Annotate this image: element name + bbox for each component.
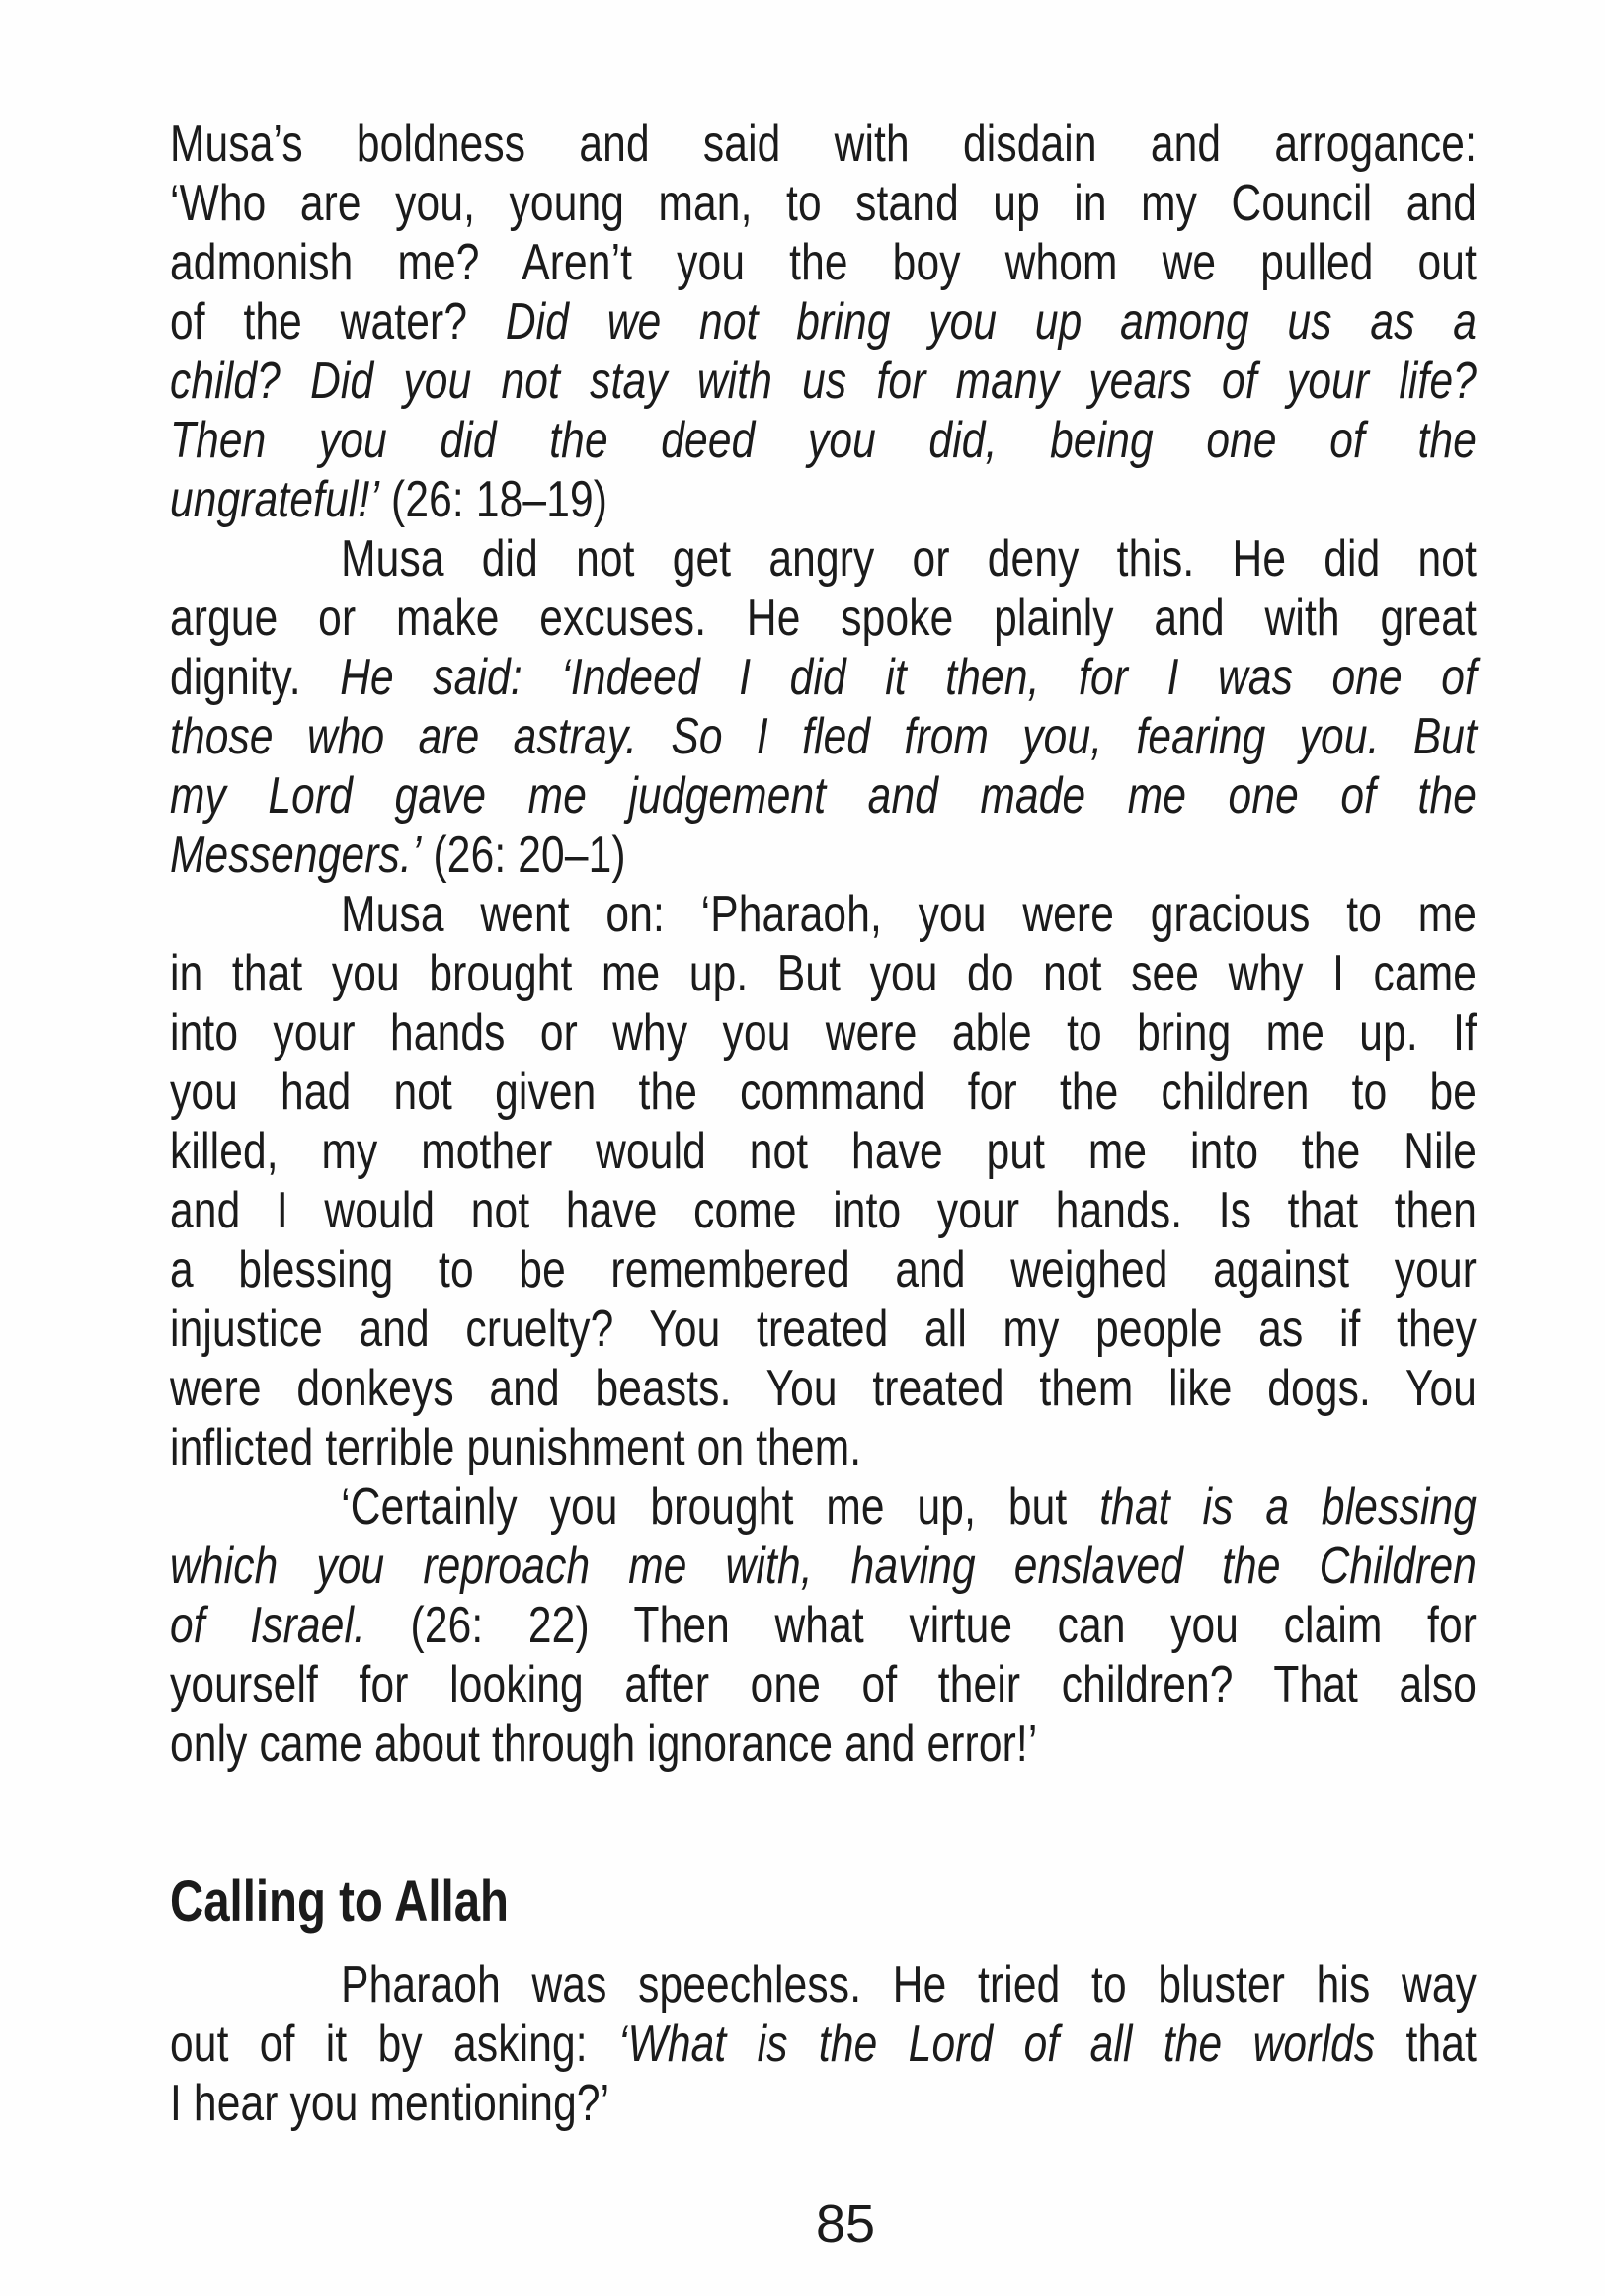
quote-italic-segment: that is a blessing <box>1099 1478 1478 1536</box>
body-text-segment: argue or make excuses. He spoke plainly and with great <box>170 590 1478 647</box>
text-line <box>170 411 1477 470</box>
body-text-segment: injustice and cruelty? You treated all my people as if they <box>170 1301 1478 1358</box>
body-text-segment: Musa did not get angry or deny this. He did not <box>341 530 1478 588</box>
body-text-segment: yourself for looking after one of their children? That also <box>170 1656 1478 1713</box>
body-text-segment: were donkeys and beasts. You treated them like dogs. You <box>170 1360 1478 1417</box>
body-paragraph <box>170 1477 1477 1774</box>
body-text-segment: (26: 20–1) <box>421 827 626 884</box>
body-text-segment: (26: 18–19) <box>379 471 608 528</box>
text-line <box>170 292 1477 352</box>
text-line <box>170 766 1477 826</box>
body-text-segment: (26: 22) Then what virtue can you claim for <box>365 1597 1478 1654</box>
body-text-segment: a blessing to be remembered and weighed against your <box>170 1241 1478 1299</box>
text-line <box>170 352 1477 411</box>
text-line <box>170 1240 1477 1300</box>
body-text-segment: I hear you mentioning?’ <box>170 2075 610 2132</box>
body-text-segment <box>588 2016 618 2073</box>
body-text-segment: out of it by asking: <box>170 2016 588 2073</box>
body-text-segment: inflicted terrible punishment on them. <box>170 1419 862 1476</box>
body-text-segment: Pharaoh was speechless. He tried to bluster his way <box>341 1956 1478 2014</box>
body-text-segment <box>301 649 340 706</box>
text-line <box>170 885 1477 944</box>
body-text-segment <box>467 293 506 351</box>
body-text-segment: and I would not have come into your hands. Is that then <box>170 1182 1478 1239</box>
body-text-segment: in that you brought me up. But you do not see why I came <box>170 945 1478 1002</box>
text-line <box>170 944 1477 1003</box>
text-line <box>170 1596 1477 1655</box>
text-line <box>170 1537 1477 1596</box>
body-paragraph <box>170 529 1477 885</box>
text-line <box>170 1181 1477 1240</box>
body-text-segment: killed, my mother would not have put me into the Nile <box>170 1123 1478 1180</box>
text-line <box>170 115 1477 174</box>
text-line <box>170 529 1477 589</box>
body-text-segment: ‘Certainly you brought me up, but <box>341 1478 1068 1536</box>
quote-italic-segment: ‘What is the Lord of all the worlds <box>618 2016 1376 2073</box>
quote-italic-segment: He said: ‘Indeed I did it then, for I was one of <box>340 649 1478 706</box>
body-paragraph <box>170 1955 1477 2133</box>
page-number: 85 <box>815 2194 876 2254</box>
quote-italic-segment: Did we not bring you up among us as a <box>505 293 1478 351</box>
text-line <box>170 1063 1477 1122</box>
body-text-segment: Musa’s boldness and said with disdain and arrogance: <box>170 116 1478 173</box>
body-text-segment: only came about through ignorance and error!’ <box>170 1715 1038 1773</box>
text-line <box>170 1714 1477 1774</box>
text-line <box>170 2074 1477 2133</box>
quote-italic-segment: which you reproach me with, having enslaved the Children <box>170 1538 1478 1595</box>
body-text-segment: dignity. <box>170 649 301 706</box>
body-text-segment: into your hands or why you were able to bring me up. If <box>170 1004 1478 1062</box>
text-line <box>170 1955 1477 2015</box>
body-paragraph <box>170 115 1477 529</box>
text-line <box>170 233 1477 292</box>
text-line <box>170 1359 1477 1418</box>
section-heading: Calling to Allah <box>170 1869 509 1934</box>
body-paragraph <box>170 885 1477 1477</box>
text-line <box>170 1655 1477 1714</box>
body-text-segment: admonish me? Aren’t you the boy whom we pulled out <box>170 234 1478 291</box>
quote-italic-segment: my Lord gave me judgement and made me one of the <box>170 767 1478 825</box>
quote-italic-segment: child? Did you not stay with us for many years of your life? <box>170 353 1478 410</box>
quote-italic-segment: of Israel. <box>170 1597 366 1654</box>
quote-italic-segment: ungrateful!’ <box>170 471 380 528</box>
text-line <box>170 1122 1477 1181</box>
text-flow <box>170 115 1477 2133</box>
text-line <box>170 174 1477 233</box>
text-line <box>170 648 1477 707</box>
body-text-segment <box>1067 1478 1099 1536</box>
text-line <box>170 470 1477 529</box>
quote-italic-segment: Messengers.’ <box>170 827 422 884</box>
body-text-segment: of the water? <box>170 293 468 351</box>
text-line <box>170 1418 1477 1477</box>
quote-italic-segment: Then you did the deed you did, being one of the <box>170 412 1478 469</box>
text-line <box>170 2015 1477 2074</box>
text-line <box>170 826 1477 885</box>
body-text-segment: you had not given the command for the children to be <box>170 1064 1478 1121</box>
quote-italic-segment: those who are astray. So I fled from you, fearing you. But <box>170 708 1478 765</box>
body-text-segment: that <box>1375 2016 1478 2073</box>
body-text-segment: Musa went on: ‘Pharaoh, you were gracious to me <box>341 886 1478 943</box>
text-line <box>170 1300 1477 1359</box>
text-line <box>170 707 1477 766</box>
text-line <box>170 1477 1477 1537</box>
text-line <box>170 1003 1477 1063</box>
text-line <box>170 589 1477 648</box>
body-text-segment: ‘Who are you, young man, to stand up in my Council and <box>170 175 1478 232</box>
